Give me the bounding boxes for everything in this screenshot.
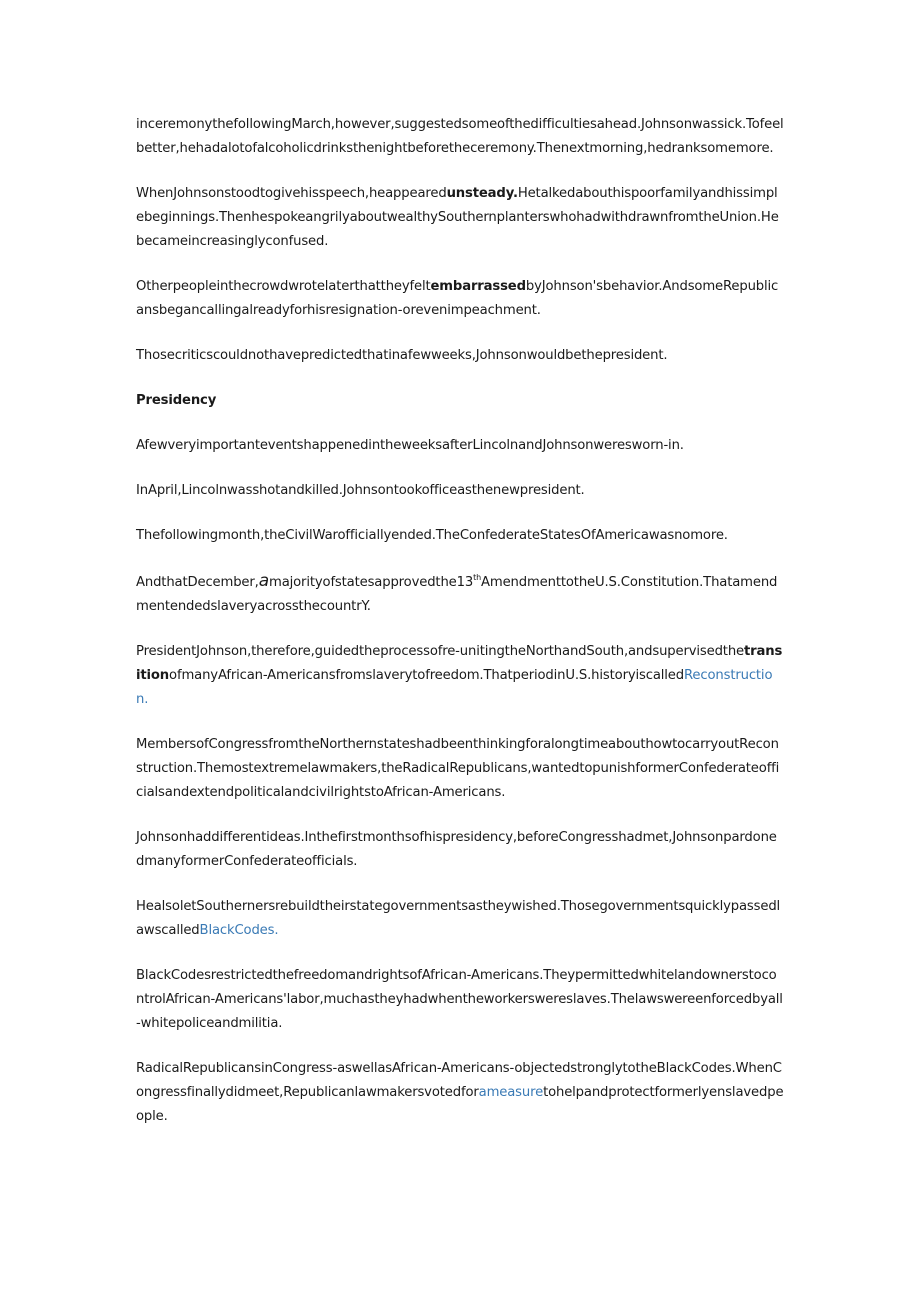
paragraph-ceremony [136,113,784,161]
paragraph-text: RadicalRepublicansinCongress-aswellasAfrican-Americans-objectedstronglytotheBlackCodes.WhenCongressfinallydidmeet,Republicanlawmakersvotedfor [136,1061,782,1100]
paragraph-text: HealsoletSouthernersrebuildtheirstategovernmentsastheywished.Thosegovernmentsquicklypassedlawscalled [136,899,781,938]
reconstruction-link[interactable]: Reconstruction. [136,668,773,707]
paragraph-black-codes [136,964,784,1036]
bold-term-embarrassed: embarrassed [430,279,526,294]
paragraph-text: byJohnson'sbehavior.AndsomeRepublicansbegancallingalreadyforhisresignation-orevenimpeachment. [136,279,779,318]
paragraph-text: Thosecriticscouldnothavepredictedthatinafewweeks,Johnsonwouldbethepresident. [136,348,668,363]
paragraph-crowd [136,275,784,323]
paragraph-text: AmendmenttotheU.S.Constitution.ThatamendmentendedslaveryacrossthecountrY. [136,575,778,614]
paragraph-radical-republicans [136,1057,784,1129]
paragraph-events [136,434,784,458]
paragraph-text: AfewveryimportanteventshappenedintheweeksafterLincolnandJohnsonweresworn-in. [136,438,684,453]
paragraph-speech [136,182,784,254]
paragraph-text: Hetalkedabouthispoorfamilyandhissimplebeginnings.ThenhespokeangrilyaboutwealthySouthernplanterswhohadwithdrawnfromtheUnion.Hebecameincreasinglyconfused. [136,186,779,249]
bold-term-transition: transition [136,644,783,683]
paragraph-text: MembersofCongressfromtheNorthernstateshadbeenthinkingforalongtimeabouthowtocarryoutReconstruction.Themostextremelawmakers,theRadicalRepublicans,wantedtopunishformerConfederateofficialsandextendpoliticalandcivilrightstoAfrican-Americans. [136,737,780,800]
paragraph-text: AndthatDecember, [136,575,259,590]
paragraph-reconstruction [136,640,784,712]
paragraph-state-governments [136,895,784,943]
paragraph-text: Johnsonhaddifferentideas.Inthefirstmonthsofhispresidency,beforeCongresshadmet,JohnsonpardonedmanyformerConfederateofficials. [136,830,777,869]
superscript-th: th [473,573,482,582]
paragraph-april [136,479,784,503]
paragraph-text: WhenJohnsonstoodtogivehisspeech,heappeared [136,186,447,201]
paragraph-text: tohelpandprotectformerlyenslavedpeople. [136,1085,784,1124]
paragraph-13th-amendment [136,569,784,619]
paragraph-text: BlackCodesrestrictedthefreedomandrightsofAfrican-Americans.TheypermittedwhitelandownerstocontrolAfrican-Americans'labor,muchastheyhadwhentheworkerswereslaves.Thelawswereenforcedbyall-whitepoliceandmilitia. [136,968,783,1031]
paragraph-text: majorityofstatesapprovedthe13 [269,575,474,590]
paragraph-text: a [258,571,269,591]
paragraph-congress [136,733,784,805]
paragraph-critics [136,344,784,368]
black-codes-link[interactable]: BlackCodes. [199,923,279,938]
section-heading-presidency: Presidency [136,393,217,408]
paragraph-text: ofmanyAfrican-Americansfromslaverytofreedom.ThatperiodinU.S.historyiscalled [169,668,684,683]
paragraph-text: Otherpeopleinthecrowdwrotelaterthattheyfelt [136,279,431,294]
paragraph-text: Thefollowingmonth,theCivilWarofficiallyended.TheConfederateStatesOfAmericawasnomore. [136,528,728,543]
paragraph-text: PresidentJohnson,therefore,guidedtheprocessofre-unitingtheNorthandSouth,andsupervisedthe [136,644,745,659]
paragraph-text: InApril,Lincolnwasshotandkilled.Johnsontookofficeasthenewpresident. [136,483,585,498]
paragraph-text: inceremonythefollowingMarch,however,suggestedsomeofthedifficultiesahead.Johnsonwassick.Tofeelbetter,hehadalotofalcoholicdrinksthenightbeforetheceremony.Thenextmorning,hedranksomemore. [136,117,784,156]
paragraph-johnson-ideas [136,826,784,874]
a-measure-link[interactable]: ameasure [478,1085,544,1100]
bold-term-unsteady: unsteady. [446,186,518,201]
document-body [136,113,784,1150]
paragraph-civil-war-ended [136,524,784,548]
